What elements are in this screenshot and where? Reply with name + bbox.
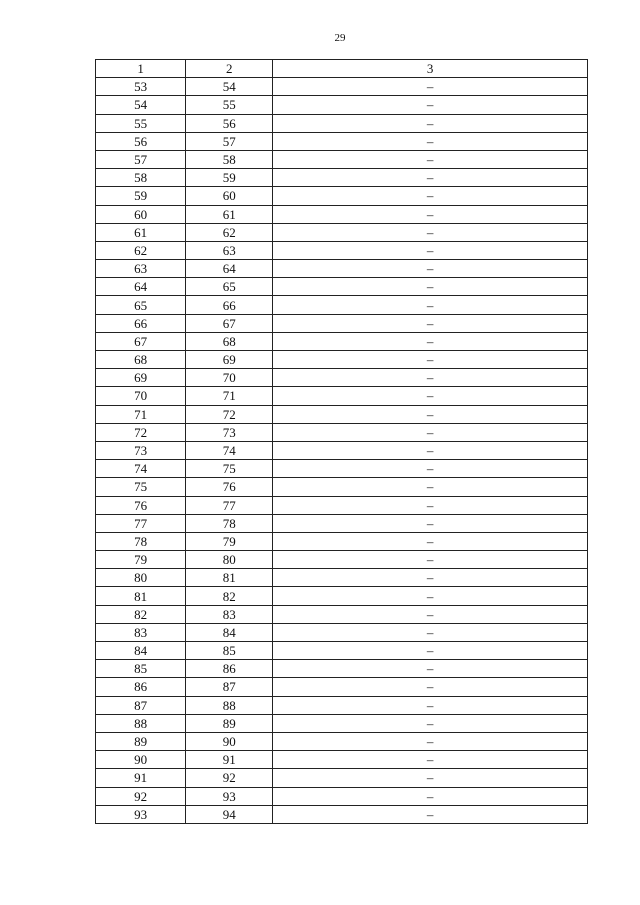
table-cell-col3: – [273,332,588,350]
table-cell-col2: 88 [186,696,273,714]
table-row [96,132,588,150]
table-cell-col1: 79 [96,551,186,569]
table-row [96,187,588,205]
table-cell-col1: 83 [96,623,186,641]
table-cell-col3: – [273,187,588,205]
table-cell-col2: 77 [186,496,273,514]
table-cell-col1: 80 [96,569,186,587]
table-cell-col3: – [273,714,588,732]
table-row [96,260,588,278]
table-cell-col2: 58 [186,150,273,168]
table-cell-col1: 57 [96,150,186,168]
table-cell-col2: 60 [186,187,273,205]
table-cell-col1: 60 [96,205,186,223]
table-cell-col2: 69 [186,351,273,369]
table-cell-col1: 87 [96,696,186,714]
table-cell-col2: 67 [186,314,273,332]
table-cell-col3: – [273,278,588,296]
table-cell-col3: – [273,114,588,132]
table-cell-col3: – [273,587,588,605]
table-cell-col2: 65 [186,278,273,296]
table-row [96,623,588,641]
table-row [96,460,588,478]
table-cell-col1: 63 [96,260,186,278]
table-row [96,660,588,678]
table-cell-col1: 88 [96,714,186,732]
table-cell-col2: 84 [186,623,273,641]
table-cell-col3: – [273,751,588,769]
table-row [96,205,588,223]
table-body [96,60,588,824]
table-cell-col2: 56 [186,114,273,132]
table-row [96,642,588,660]
table-cell-col3: – [273,460,588,478]
table-cell-col1: 82 [96,605,186,623]
table-cell-col3: 3 [273,60,588,78]
table-cell-col1: 67 [96,332,186,350]
table-cell-col1: 81 [96,587,186,605]
table-row [96,278,588,296]
table-cell-col1: 54 [96,96,186,114]
table-cell-col1: 68 [96,351,186,369]
table-row [96,696,588,714]
table-row [96,605,588,623]
table-cell-col1: 1 [96,60,186,78]
table-cell-col3: – [273,787,588,805]
table-row [96,223,588,241]
table-cell-col1: 56 [96,132,186,150]
table-cell-col2: 61 [186,205,273,223]
table-cell-col3: – [273,532,588,550]
table-cell-col1: 72 [96,423,186,441]
table-cell-col3: – [273,369,588,387]
table-cell-col3: – [273,696,588,714]
table-cell-col3: – [273,387,588,405]
table-row [96,732,588,750]
table-cell-col3: – [273,496,588,514]
table-cell-col3: – [273,732,588,750]
table-cell-col2: 75 [186,460,273,478]
table-cell-col2: 91 [186,751,273,769]
table-cell-col2: 89 [186,714,273,732]
table-row [96,78,588,96]
table-row [96,532,588,550]
table-cell-col1: 90 [96,751,186,769]
table-cell-col2: 64 [186,260,273,278]
table-row [96,423,588,441]
table-cell-col1: 55 [96,114,186,132]
table-row [96,787,588,805]
table-cell-col2: 82 [186,587,273,605]
table-cell-col3: – [273,441,588,459]
table-cell-col2: 83 [186,605,273,623]
table-cell-col2: 81 [186,569,273,587]
table-cell-col3: – [273,642,588,660]
table-cell-col3: – [273,551,588,569]
table-cell-col3: – [273,514,588,532]
table-cell-col1: 76 [96,496,186,514]
table-cell-col2: 92 [186,769,273,787]
table-row [96,714,588,732]
table-cell-col3: – [273,132,588,150]
table-cell-col1: 66 [96,314,186,332]
table-row [96,478,588,496]
table-cell-col2: 79 [186,532,273,550]
table-cell-col1: 74 [96,460,186,478]
table-cell-col3: – [273,150,588,168]
table-cell-col1: 73 [96,441,186,459]
table-cell-col1: 53 [96,78,186,96]
table-cell-col1: 59 [96,187,186,205]
table-cell-col1: 77 [96,514,186,532]
table-cell-col3: – [273,569,588,587]
table-cell-col2: 62 [186,223,273,241]
table-cell-col1: 64 [96,278,186,296]
table-cell-col1: 71 [96,405,186,423]
table-row [96,314,588,332]
table-cell-col2: 72 [186,405,273,423]
table-cell-col1: 75 [96,478,186,496]
table-cell-col3: – [273,205,588,223]
table-row [96,496,588,514]
table-row [96,751,588,769]
table-row [96,296,588,314]
table-row [96,405,588,423]
table-cell-col1: 91 [96,769,186,787]
table-cell-col1: 93 [96,805,186,823]
table-row [96,551,588,569]
table-cell-col3: – [273,805,588,823]
table-cell-col2: 55 [186,96,273,114]
table-row [96,441,588,459]
table-cell-col2: 71 [186,387,273,405]
table-cell-col2: 86 [186,660,273,678]
table-row [96,514,588,532]
table-cell-col2: 85 [186,642,273,660]
table-cell-col2: 59 [186,169,273,187]
table-cell-col3: – [273,351,588,369]
table-row [96,241,588,259]
table-cell-col3: – [273,678,588,696]
table-cell-col2: 80 [186,551,273,569]
table-row [96,150,588,168]
table-row [96,114,588,132]
table-cell-col1: 92 [96,787,186,805]
table-cell-col3: – [273,405,588,423]
table-row [96,351,588,369]
table-cell-col2: 54 [186,78,273,96]
table-row [96,169,588,187]
table-cell-col2: 70 [186,369,273,387]
table-row [96,369,588,387]
table-cell-col1: 62 [96,241,186,259]
table-header-row [96,60,588,78]
table-cell-col3: – [273,96,588,114]
table-cell-col2: 76 [186,478,273,496]
data-table [95,59,588,824]
table-cell-col2: 90 [186,732,273,750]
table-cell-col3: – [273,241,588,259]
table-cell-col3: – [273,169,588,187]
table-row [96,332,588,350]
table-cell-col1: 70 [96,387,186,405]
table-cell-col1: 78 [96,532,186,550]
table-cell-col3: – [273,423,588,441]
table-cell-col1: 85 [96,660,186,678]
table-cell-col3: – [273,314,588,332]
table-cell-col2: 94 [186,805,273,823]
table-cell-col3: – [273,296,588,314]
table-row [96,569,588,587]
table-row [96,805,588,823]
table-cell-col2: 2 [186,60,273,78]
table-cell-col2: 93 [186,787,273,805]
table-cell-col3: – [273,223,588,241]
table-cell-col2: 87 [186,678,273,696]
page-number: 29 [334,32,346,44]
table-cell-col1: 65 [96,296,186,314]
table-row [96,769,588,787]
table-cell-col1: 86 [96,678,186,696]
table-row [96,678,588,696]
table-cell-col3: – [273,78,588,96]
table-cell-col1: 69 [96,369,186,387]
table-cell-col2: 63 [186,241,273,259]
table-cell-col3: – [273,660,588,678]
table-row [96,96,588,114]
table-cell-col2: 73 [186,423,273,441]
table-cell-col1: 61 [96,223,186,241]
table-cell-col1: 58 [96,169,186,187]
table-cell-col3: – [273,260,588,278]
table-cell-col1: 84 [96,642,186,660]
table-row [96,587,588,605]
table-cell-col3: – [273,623,588,641]
table-cell-col1: 89 [96,732,186,750]
table-cell-col3: – [273,605,588,623]
table-cell-col2: 66 [186,296,273,314]
table-cell-col2: 78 [186,514,273,532]
table-cell-col3: – [273,478,588,496]
table-cell-col2: 68 [186,332,273,350]
table-cell-col2: 74 [186,441,273,459]
table-row [96,387,588,405]
table-cell-col3: – [273,769,588,787]
table-cell-col2: 57 [186,132,273,150]
